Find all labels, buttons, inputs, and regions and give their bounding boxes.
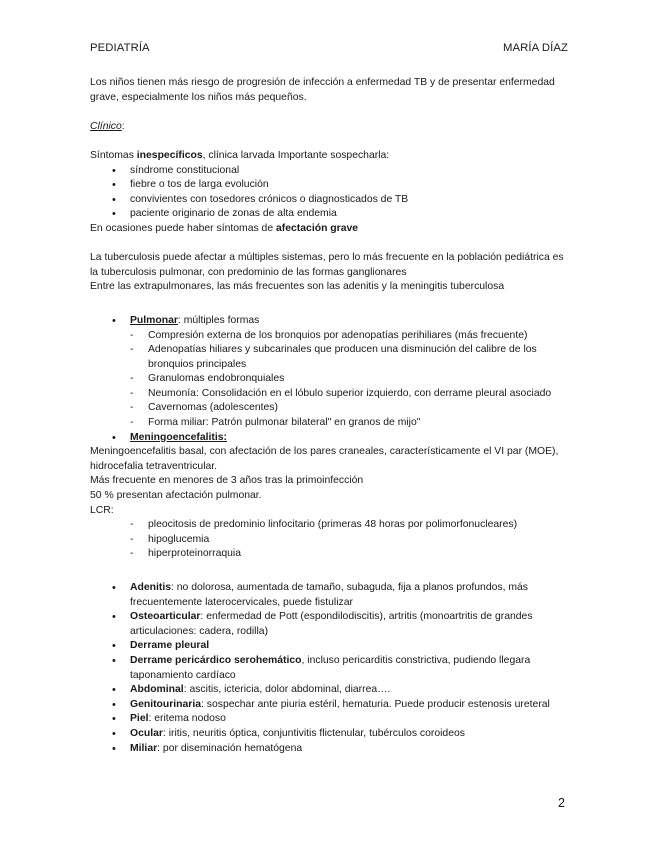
afectacion-grave-line (90, 222, 565, 237)
pulmonar-title: Pulmonar (130, 314, 178, 326)
grave-bold: afectación grave (276, 222, 359, 234)
clinico-title: Clínico (90, 120, 122, 132)
item-bold: Derrame pleural (130, 640, 210, 652)
extrapulmonar-list (90, 581, 565, 756)
list-item: - hiperproteinorraquia (90, 547, 565, 562)
list-item: - Forma miliar: Patrón pulmonar bilateral" en granos de mijo" (90, 416, 565, 431)
meningo-line: Más frecuente en menores de 3 años tras la primoinfección (90, 475, 364, 487)
item-text: : eritema nodoso (148, 713, 226, 725)
sintomas-post: , clínica larvada Importante sospecharla: (202, 149, 390, 161)
list-item (90, 712, 565, 727)
list-item (90, 683, 565, 698)
sistemas-paragraph: La tuberculosis puede afectar a múltiples sistemas, pero lo más frecuente en la población pediátrica es la tuberculosis pulmonar, con predominio de las formas ganglionares (90, 252, 564, 278)
clinico-colon: : (121, 120, 125, 132)
list-item: • fiebre o tos de larga evolución (90, 178, 565, 193)
sintomas-bold: inespecíficos (136, 149, 203, 161)
list-item (90, 581, 565, 610)
item-bold: Adenitis (130, 582, 171, 593)
list-item (90, 742, 565, 757)
item-bold: Piel (130, 713, 149, 725)
meningo-line: 50 % presentan afectación pulmonar. (90, 490, 262, 502)
extrapulmonares-line: Entre las extrapulmonares, las más frecuentes son las adenitis y la meningitis tuberculosa (90, 281, 505, 293)
list-item: • síndrome constitucional (90, 164, 565, 179)
list-item (90, 698, 565, 713)
sintomas-pre: Síntomas (90, 149, 137, 161)
item-text: : por diseminación hematógena (157, 742, 303, 754)
meningo-section (90, 431, 565, 446)
list-item (90, 610, 565, 639)
list-item: • paciente originario de zonas de alta endemia (90, 207, 565, 222)
grave-pre: En ocasiones puede haber síntomas de (90, 222, 277, 234)
list-item: • convivientes con tosedores crónicos o diagnosticados de TB (90, 193, 565, 208)
item-bold: Abdominal (130, 684, 184, 696)
meningo-title: Meningoencefalitis: (130, 431, 227, 443)
item-bold: Genitourinaria (130, 698, 202, 710)
page-content (90, 76, 565, 756)
header-left: PEDIATRÍA (90, 42, 150, 54)
meningo-item (90, 431, 565, 446)
item-text: : ascitis, ictericia, dolor abdominal, diarrea…. (183, 684, 391, 696)
list-item: - Neumonía: Consolidación en el lóbulo superior izquierdo, con derrame pleural asociado (90, 387, 565, 402)
list-item: - hipoglucemia (90, 533, 565, 548)
item-bold: Osteoarticular (130, 611, 201, 623)
item-text: : sospechar ante piuria estéril, hematuria. Puede producir estenosis ureteral (201, 698, 550, 710)
pulmonar-rest: : múltiples formas (177, 314, 260, 326)
item-bold: Derrame pericárdico serohemático (130, 654, 302, 666)
lcr-label: LCR: (90, 504, 114, 516)
list-item: - Granulomas endobronquiales (90, 372, 565, 387)
item-bold: Miliar (130, 742, 158, 754)
pulmonar-section (90, 314, 565, 329)
item-text: , incluso pericarditis constrictiva, pudiendo llegara taponamiento cardíaco (130, 654, 531, 681)
list-item (90, 727, 565, 742)
sintomas-line (90, 149, 565, 164)
list-item: - Adenopatías hiliares y subcarinales que producen una disminución del calibre de los bronquios principales (90, 343, 565, 372)
item-text: : no dolorosa, aumentada de tamaño, subaguda, fija a planos profundos, más frecuentemente laterocervicales, puede fistulizar (130, 582, 528, 608)
list-item: - Cavernomas (adolescentes) (90, 401, 565, 416)
clinico-heading (90, 120, 565, 135)
list-item (90, 654, 565, 683)
pulmonar-item (90, 314, 565, 329)
item-text: : enfermedad de Pott (espondilodiscitis), artritis (monoartritis de grandes articulaciones: cadera, rodilla) (130, 611, 533, 637)
item-bold: Ocular (130, 727, 163, 739)
item-text: : iritis, neuritis óptica, conjuntivitis flictenular, tubérculos coroideos (162, 727, 465, 739)
meningo-line: Meningoencefalitis basal, con afectación de los pares craneales, característicamente el VI par (MOE), hidrocefalia tetraventricular. (90, 446, 559, 472)
intro-paragraph: Los niños tienen más riesgo de progresión de infección a enfermedad TB y de presentar enfermedad grave, especialmente los niños más pequeños. (90, 77, 555, 103)
list-item (90, 639, 565, 654)
list-item: - pleocitosis de predominio linfocitario (primeras 48 horas por polimorfonucleares) (90, 518, 565, 533)
page-number: 2 (558, 796, 565, 810)
list-item: - Compresión externa de los bronquios por adenopatías perihiliares (más frecuente) (90, 329, 565, 344)
header-right: MARÍA DÍAZ (502, 42, 568, 54)
lcr-list (90, 518, 565, 562)
pulmonar-forms-list (90, 329, 565, 431)
sintomas-list (90, 164, 565, 222)
